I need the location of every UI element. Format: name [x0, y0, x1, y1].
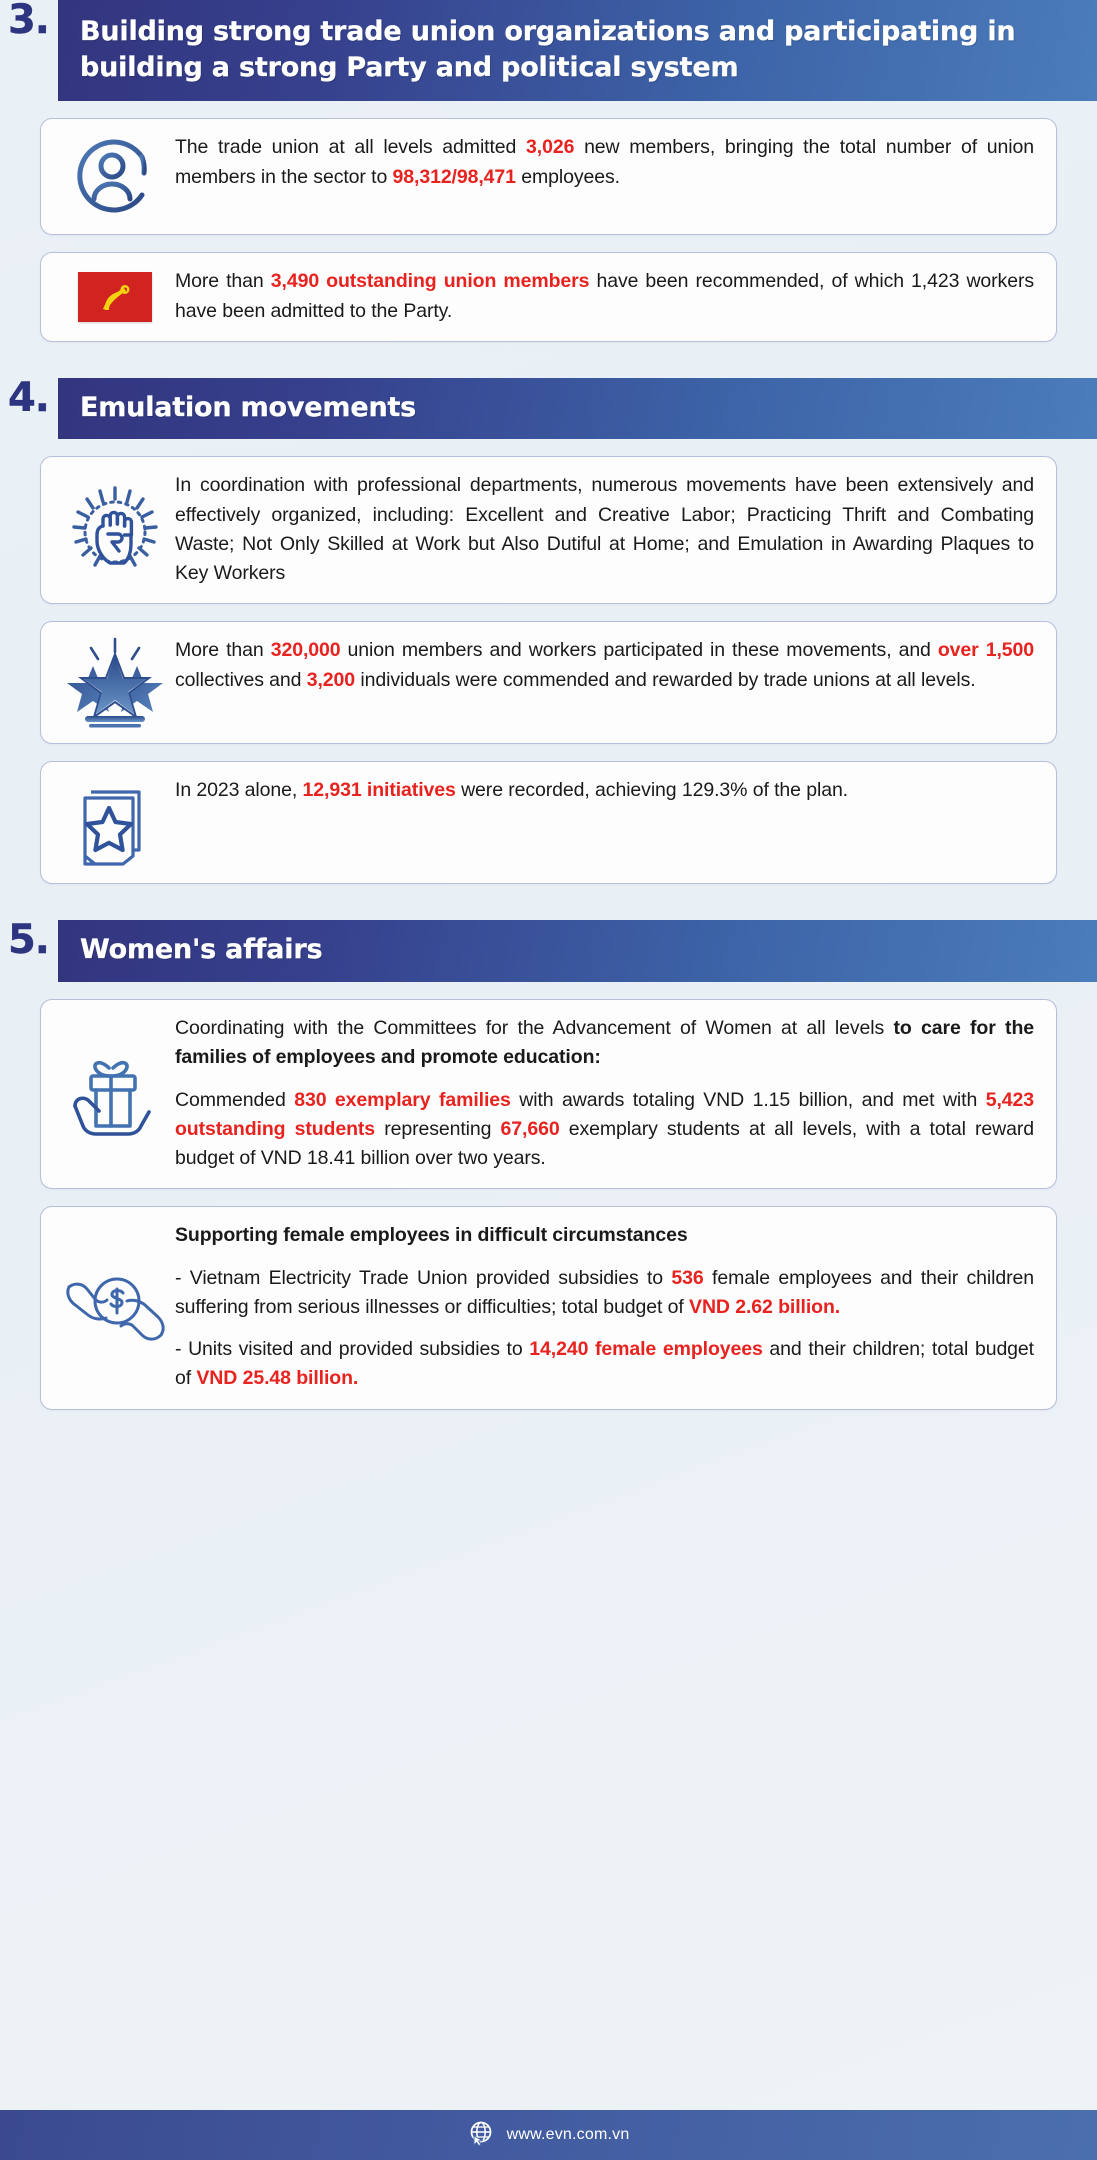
section-title-3: Building strong trade union organizations and participating in building a strong Party and political system [58, 0, 1097, 101]
hands-coin-icon [55, 1261, 175, 1353]
card-union-members [40, 118, 1057, 235]
raised-fist-icon [55, 482, 175, 578]
three-stars-icon [55, 636, 175, 728]
section-5-cards [0, 999, 1097, 1410]
section-number-5: 5. [7, 917, 49, 964]
party-flag-icon [55, 272, 175, 322]
card-initiatives-text: In 2023 alone, 12,931 initiatives were recorded, achieving 129.3% of the plan. [175, 779, 849, 802]
user-add-icon [55, 133, 175, 219]
section-4-cards [0, 456, 1097, 884]
card-family-care-text: Coordinating with the Committees for the Advancement of Women at all levels to care for the families of employees and promote education: Commended 830 exemplary families with awards totaling VND 1.15 billion, and met with 5,423 outstanding students representing 67,660 exemplary students at all levels, with a total reward budget of VND 18.41 billion over two years. [175, 1017, 1035, 1169]
gift-hand-icon [55, 1046, 175, 1142]
section-title-5: Women's affairs [58, 920, 1097, 982]
card-movements-text: In coordination with professional departments, numerous movements have been extensively and effectively organized, including: Excellent and Creative Labor; Practicing Thrift and Combating Waste; Not Only Skilled at Work but Also Dutiful at Home; and Emulation in Awarding Plaques to Key Workers [175, 474, 1034, 585]
section-title-4: Emulation movements [58, 378, 1097, 440]
footer-url: www.evn.com.vn [506, 2126, 630, 2143]
star-certificate-icon [55, 776, 175, 868]
card-family-care [40, 999, 1057, 1189]
section-header-3 [0, 0, 1097, 101]
globe-cursor-icon [468, 2120, 494, 2151]
card-participation-text: More than 320,000 union members and workers participated in these movements, and over 1,500 collectives and 3,200 individuals were commended and rewarded by trade unions at all levels. [175, 639, 1035, 691]
section-3-cards [0, 118, 1097, 342]
card-initiatives [40, 761, 1057, 884]
card-female-support-text: Supporting female employees in difficult circumstances - Vietnam Electricity Trade Union provided subsidies to 536 female employees and their children suffering from serious illnesses or difficulties; total budget of VND 2.62 billion. - Units visited and provided subsidies to 14,240 female employees and their children; total budget of VND 25.48 billion. [175, 1224, 1034, 1390]
card-union-members-text: The trade union at all levels admitted 3,026 new members, bringing the total number of union members in the sector to 98,312/98,471 employees. [175, 136, 1034, 188]
section-number-3: 3. [7, 0, 49, 43]
section-header-5 [0, 917, 1097, 982]
footer-bar [0, 2110, 1097, 2160]
card-movements [40, 456, 1057, 604]
card-party-admission-text: More than 3,490 outstanding union members have been recommended, of which 1,423 workers have been admitted to the Party. [175, 270, 1034, 322]
section-header-4 [0, 374, 1097, 440]
card-party-admission [40, 252, 1057, 342]
section-number-4: 4. [7, 374, 49, 421]
card-participation [40, 621, 1057, 744]
card-female-support [40, 1206, 1057, 1409]
